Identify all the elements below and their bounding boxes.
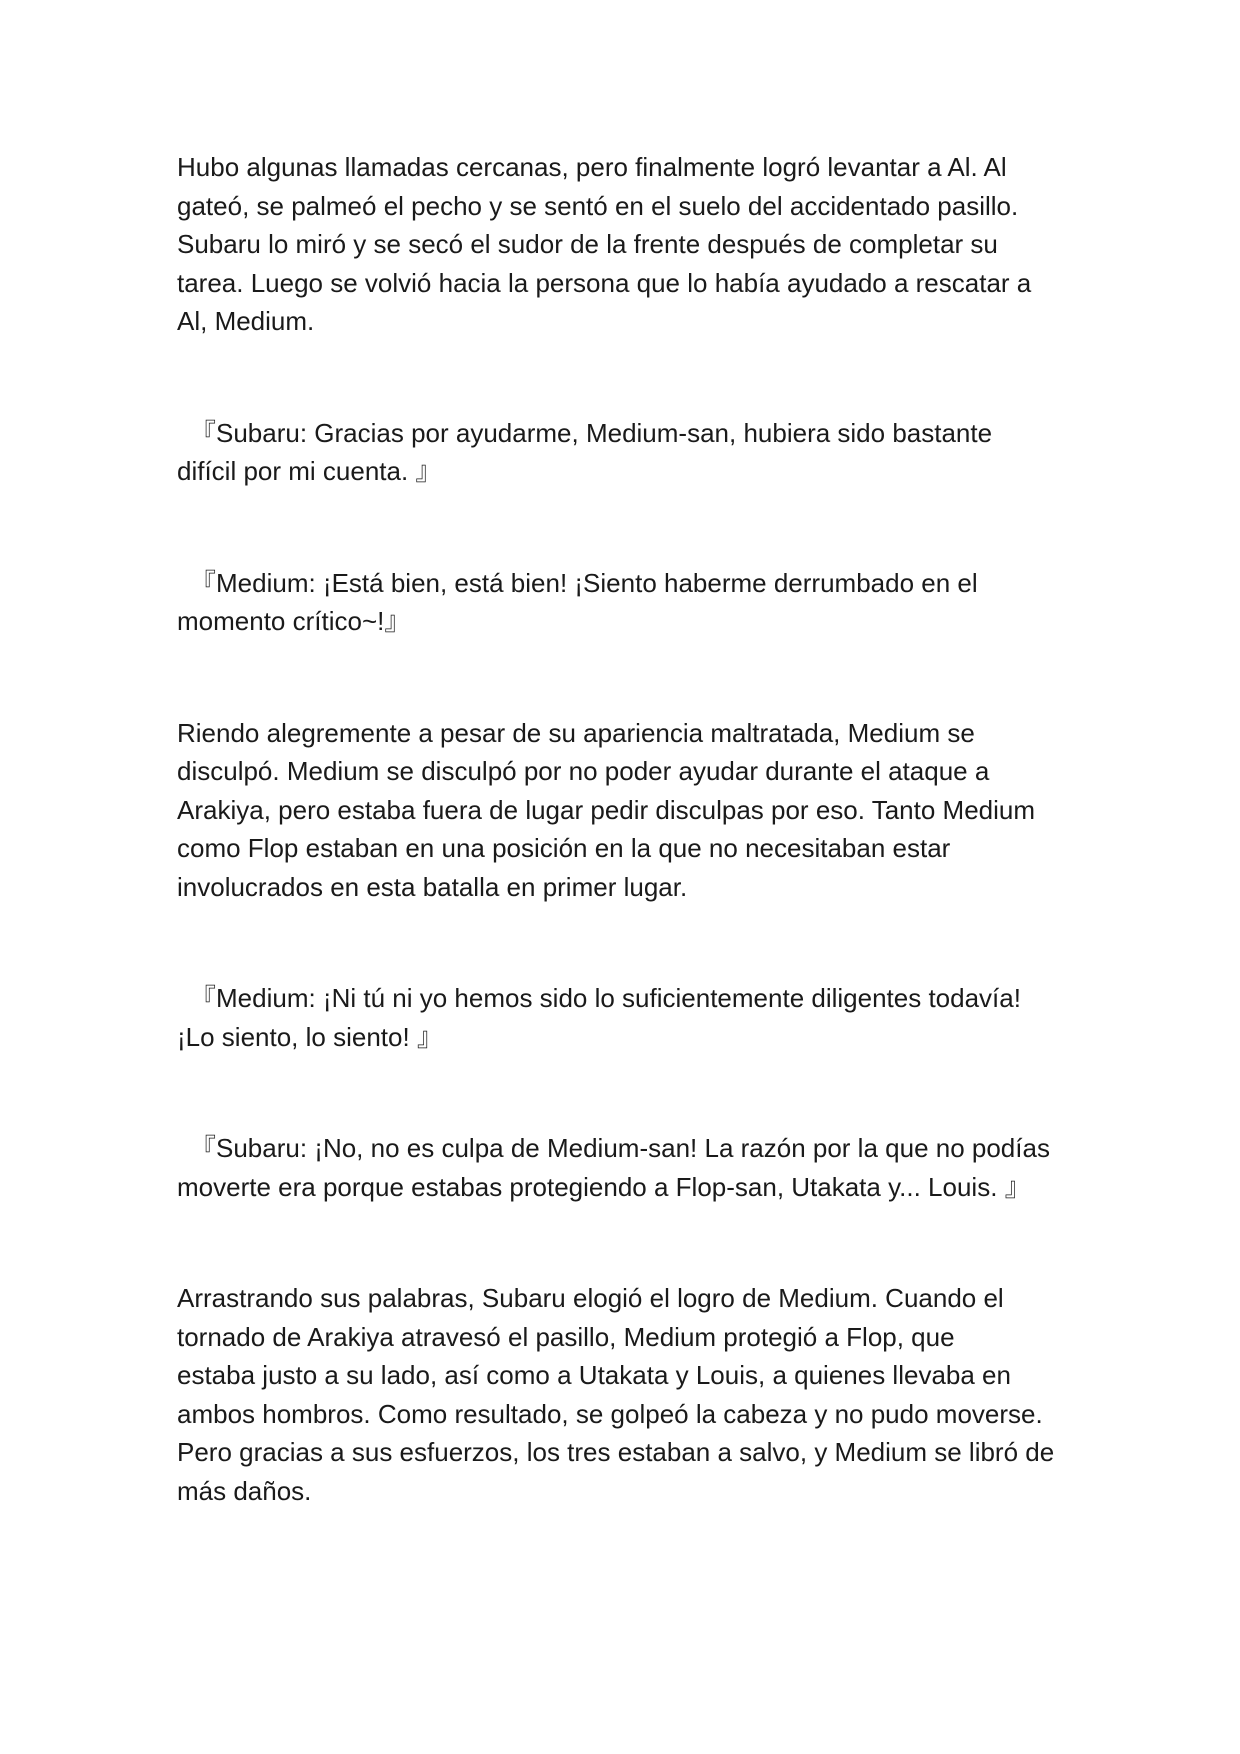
text-line: tarea. Luego se volvió hacia la persona que lo había ayudado a rescatar a	[177, 267, 1032, 298]
paragraph-spacer	[177, 906, 1077, 979]
text-line: 『Medium: ¡Está bien, está bien! ¡Siento haberme derrumbado en el	[190, 567, 978, 598]
text-line: 『Medium: ¡Ni tú ni yo hemos sido lo suficientemente diligentes todavía!	[190, 983, 1021, 1013]
text-line: 『Subaru: ¡No, no es culpa de Medium-san! La razón por la que no podías	[190, 1133, 1050, 1163]
paragraph-narration-3	[177, 1279, 1077, 1510]
dialogue-subaru-2	[177, 1129, 1077, 1206]
text-line: ¡Lo siento, lo siento! 』	[177, 1021, 443, 1052]
text-line: tornado de Arakiya atravesó el pasillo, Medium protegió a Flop, que	[177, 1321, 955, 1352]
text-line: estaba justo a su lado, así como a Utakata y Louis, a quienes llevaba en	[177, 1360, 1011, 1390]
text-line: 『Subaru: Gracias por ayudarme, Medium-san, hubiera sido bastante	[190, 417, 993, 448]
text-line: Hubo algunas llamadas cercanas, pero finalmente logró levantar a Al. Al	[177, 152, 1007, 182]
text-line: gateó, se palmeó el pecho y se sentó en el suelo del accidentado pasillo.	[177, 190, 1019, 221]
paragraph-spacer	[177, 491, 1077, 564]
text-line: como Flop estaban en una posición en la que no necesitaban estar	[177, 833, 951, 863]
paragraph-narration-2	[177, 714, 1077, 907]
text-line: momento crítico~!』	[177, 606, 411, 636]
paragraph-spacer	[177, 1206, 1077, 1279]
text-line: disculpó. Medium se disculpó por no poder ayudar durante el ataque a	[177, 756, 990, 786]
paragraph-spacer	[177, 341, 1077, 414]
paragraph-spacer	[177, 641, 1077, 714]
paragraph-spacer	[177, 1056, 1077, 1129]
text-line: ambos hombros. Como resultado, se golpeó la cabeza y no pudo moverse.	[177, 1398, 1043, 1429]
text-line: Pero gracias a sus esfuerzos, los tres estaban a salvo, y Medium se libró de	[177, 1437, 1055, 1467]
text-line: involucrados en esta batalla en primer lugar.	[177, 871, 688, 902]
paragraph-narration-1	[177, 148, 1077, 341]
text-line: moverte era porque estabas protegiendo a Flop-san, Utakata y... Louis. 』	[177, 1171, 1031, 1202]
dialogue-medium-2	[177, 979, 1077, 1056]
text-line: difícil por mi cuenta. 』	[177, 456, 442, 486]
text-line: más daños.	[177, 1475, 312, 1506]
dialogue-subaru-1	[177, 414, 1077, 491]
dialogue-medium-1	[177, 564, 1077, 641]
text-line: Subaru lo miró y se secó el sudor de la frente después de completar su	[177, 229, 998, 259]
text-line: Arrastrando sus palabras, Subaru elogió el logro de Medium. Cuando el	[177, 1283, 1004, 1313]
text-line: Arakiya, pero estaba fuera de lugar pedir disculpas por eso. Tanto Medium	[177, 794, 1036, 825]
text-line: Al, Medium.	[177, 306, 315, 336]
text-line: Riendo alegremente a pesar de su apariencia maltratada, Medium se	[177, 717, 975, 748]
document-body	[177, 148, 1077, 1510]
